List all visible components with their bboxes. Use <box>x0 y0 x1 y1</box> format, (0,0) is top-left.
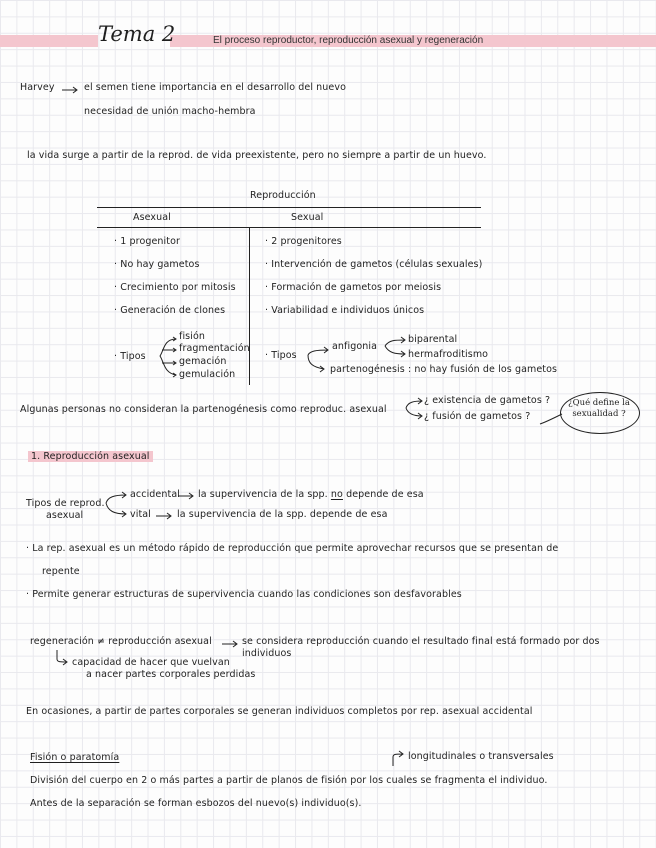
regeneracion-right-cont: individuos <box>242 648 292 659</box>
hook-arrow-icon <box>54 650 70 666</box>
fision-heading: Fisión o paratomía <box>30 752 120 763</box>
asexual-item-3: · Crecimiento por mitosis <box>114 282 236 293</box>
sexual-item-3: · Formación de gametos por meiosis <box>265 282 442 293</box>
section-1-heading: 1. Reproducción asexual <box>28 451 153 462</box>
arrow-icon <box>62 86 80 94</box>
harvey-line-1: el semen tiene importancia en el desarrollo del nuevo <box>84 82 346 93</box>
regeneracion-right: se considera reproducción cuando el resultado final está formado por dos <box>242 636 600 647</box>
sexual-tipos-label: · Tipos <box>265 350 297 361</box>
tipos-reprod-label-2: asexual <box>46 510 84 521</box>
asexual-tipo-fision: fisión <box>179 331 206 342</box>
hook-arrow-icon <box>390 750 406 768</box>
page-subtitle: El proceso reproductor, reproducción asexual y regeneración <box>213 35 484 46</box>
fision-line-1: División del cuerpo en 2 o más partes a partir de planos de fisión por los cuales se fragmenta el individuo. <box>30 775 548 786</box>
anfigonia-arrows <box>383 336 409 362</box>
asexual-tipo-gemacion: gemación <box>179 356 227 367</box>
harvey-line-2: necesidad de unión macho-hembra <box>84 106 256 117</box>
bubble-text: ¿Qué define la sexualidad ? <box>568 398 630 419</box>
table-col-sexual: Sexual <box>291 212 324 223</box>
algunas-text: Algunas personas no consideran la partenogénesis como reproduc. asexual <box>20 404 387 415</box>
table-header-rule <box>97 227 481 228</box>
sexual-item-1: · 2 progenitores <box>265 236 342 247</box>
regeneracion-left: regeneración ≠ reproducción asexual <box>30 636 212 647</box>
bullet-2: · Permite generar estructuras de supervivencia cuando las condiciones son desfavorables <box>26 589 462 600</box>
vital-desc: la supervivencia de la spp. depende de esa <box>177 509 388 520</box>
anfigonia-biparental: biparental <box>408 334 458 345</box>
table-top-rule <box>97 207 481 208</box>
ocasiones-line: En ocasiones, a partir de partes corporales se generan individuos completos por rep. asexual accidental <box>26 706 533 717</box>
fision-line-2: Antes de la separación se forman esbozos del nuevo(s) individuo(s). <box>30 798 362 809</box>
fision-note: longitudinales o transversales <box>408 751 554 762</box>
table-col-asexual: Asexual <box>133 212 171 223</box>
sexual-partenogenesis: partenogénesis : no hay fusión de los gametos <box>330 364 558 375</box>
sexual-anfigonia: anfigonia <box>332 341 378 352</box>
bullet-1: · La rep. asexual es un método rápido de reproducción que permite aprovechar recursos que se presentan de <box>26 543 559 554</box>
algunas-arrows <box>404 396 426 424</box>
page-title: Tema 2 <box>98 22 176 46</box>
anfigonia-hermafroditismo: hermafroditismo <box>408 349 489 360</box>
arrow-icon <box>178 492 196 500</box>
asexual-tipos-brace <box>156 336 180 380</box>
arrow-icon <box>156 512 174 520</box>
vital-label: vital <box>130 509 151 520</box>
capacidad-line-1: capacidad de hacer que vuelvan <box>72 657 230 668</box>
capacidad-line-2: a nacer partes corporales perdidas <box>86 669 256 680</box>
asexual-tipo-gemulacion: gemulación <box>179 369 236 380</box>
accidental-row: accidental <box>130 489 180 500</box>
bullet-1-cont: repente <box>42 566 80 577</box>
vida-line: la vida surge a partir de la reprod. de vida preexistente, pero no siempre a partir de un huevo. <box>27 150 487 161</box>
tipos-reprod-arrows <box>104 489 130 519</box>
sexual-item-4: · Variabilidad e individuos únicos <box>265 305 425 316</box>
table-title: Reproducción <box>250 190 316 201</box>
accidental-desc: la supervivencia de la spp. no depende de esa <box>198 489 424 500</box>
asexual-item-4: · Generación de clones <box>114 305 226 316</box>
asexual-tipo-fragmentacion: fragmentación <box>179 343 250 354</box>
tipos-reprod-label-1: Tipos de reprod. <box>26 498 105 509</box>
question-fusion: ¿ fusión de gametos ? <box>424 411 531 422</box>
asexual-item-2: · No hay gametos <box>114 259 200 270</box>
arrow-icon <box>222 640 240 648</box>
harvey-name: Harvey <box>20 82 55 93</box>
question-gametos: ¿ existencia de gametos ? <box>424 395 551 406</box>
sexual-item-2: · Intervención de gametos (células sexuales) <box>265 259 483 270</box>
asexual-tipos-label: · Tipos <box>114 351 146 362</box>
asexual-item-1: · 1 progenitor <box>114 236 181 247</box>
table-divider <box>249 227 250 385</box>
title-highlight-left <box>0 35 98 47</box>
